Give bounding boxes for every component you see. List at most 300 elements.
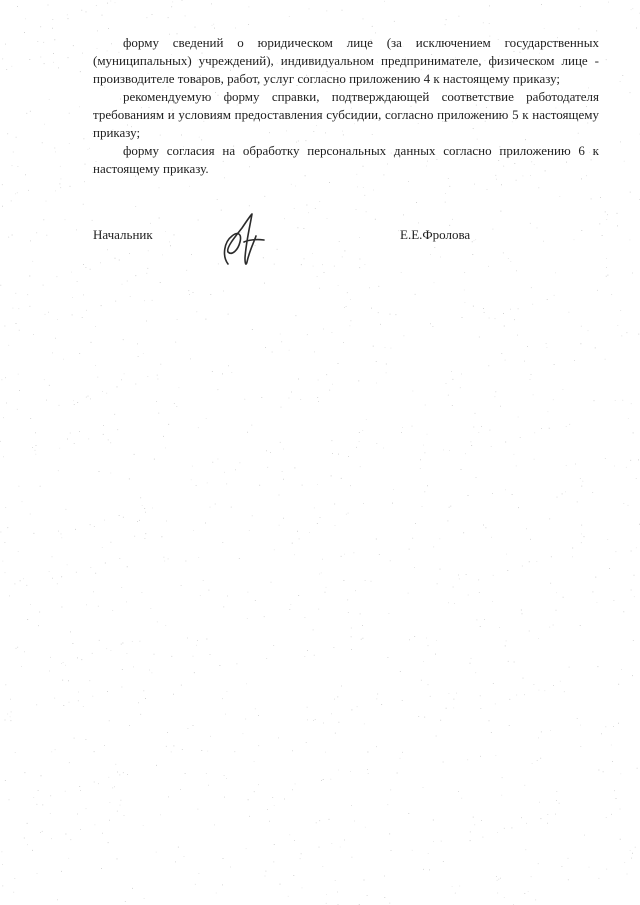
noise-dot bbox=[123, 643, 124, 644]
noise-dot bbox=[86, 739, 87, 740]
noise-dot bbox=[589, 867, 590, 868]
noise-dot bbox=[167, 732, 168, 733]
noise-dot bbox=[37, 873, 38, 874]
noise-dot bbox=[621, 669, 622, 670]
noise-dot bbox=[486, 527, 487, 528]
noise-dot bbox=[318, 609, 319, 610]
noise-dot bbox=[65, 791, 66, 792]
noise-dot bbox=[451, 371, 452, 372]
noise-dot bbox=[110, 802, 111, 803]
paragraph-appendix-6: форму согласия на обработку персональных данных согласно приложению 6 к настоящему приказу. bbox=[93, 143, 599, 176]
noise-dot bbox=[581, 230, 582, 231]
noise-dot bbox=[248, 592, 249, 593]
noise-dot bbox=[77, 281, 78, 282]
noise-dot bbox=[298, 379, 299, 380]
noise-dot bbox=[334, 647, 335, 648]
noise-dot bbox=[104, 745, 105, 746]
noise-dot bbox=[554, 364, 555, 365]
noise-dot bbox=[566, 426, 567, 427]
noise-dot bbox=[95, 824, 96, 825]
noise-dot bbox=[581, 179, 582, 180]
noise-dot bbox=[30, 418, 31, 419]
noise-dot bbox=[608, 275, 609, 276]
noise-dot bbox=[623, 503, 624, 504]
noise-dot bbox=[81, 10, 82, 11]
noise-dot bbox=[422, 506, 423, 507]
noise-dot bbox=[237, 663, 238, 664]
noise-dot bbox=[534, 459, 535, 460]
noise-dot bbox=[69, 113, 70, 114]
noise-dot bbox=[33, 797, 34, 798]
noise-dot bbox=[105, 563, 106, 564]
noise-dot bbox=[279, 525, 280, 526]
noise-dot bbox=[359, 432, 360, 433]
noise-dot bbox=[631, 9, 632, 10]
noise-dot bbox=[568, 879, 569, 880]
noise-dot bbox=[186, 561, 187, 562]
noise-dot bbox=[266, 450, 267, 451]
noise-dot bbox=[235, 469, 236, 470]
noise-dot bbox=[483, 308, 484, 309]
noise-dot bbox=[620, 773, 621, 774]
noise-dot bbox=[390, 790, 391, 791]
noise-dot bbox=[27, 823, 28, 824]
noise-dot bbox=[529, 631, 530, 632]
noise-dot bbox=[488, 365, 489, 366]
noise-dot bbox=[350, 325, 351, 326]
noise-dot bbox=[83, 264, 84, 265]
noise-dot bbox=[79, 786, 80, 787]
noise-dot bbox=[477, 620, 478, 621]
noise-dot bbox=[428, 853, 429, 854]
noise-dot bbox=[443, 762, 444, 763]
noise-dot bbox=[454, 603, 455, 604]
noise-dot bbox=[468, 595, 469, 596]
noise-dot bbox=[73, 400, 74, 401]
noise-dot bbox=[94, 751, 95, 752]
noise-dot bbox=[622, 75, 623, 76]
noise-dot bbox=[396, 314, 397, 315]
noise-dot bbox=[319, 201, 320, 202]
noise-dot bbox=[259, 485, 260, 486]
noise-dot bbox=[168, 424, 169, 425]
noise-dot bbox=[454, 699, 455, 700]
noise-dot bbox=[295, 468, 296, 469]
noise-dot bbox=[216, 893, 217, 894]
noise-dot bbox=[43, 42, 44, 43]
noise-dot bbox=[140, 641, 141, 642]
noise-dot bbox=[559, 196, 560, 197]
noise-dot bbox=[450, 506, 451, 507]
noise-dot bbox=[108, 440, 109, 441]
noise-dot bbox=[448, 602, 449, 603]
noise-dot bbox=[577, 718, 578, 719]
noise-dot bbox=[65, 665, 66, 666]
noise-dot bbox=[218, 459, 219, 460]
noise-dot bbox=[581, 525, 582, 526]
noise-dot bbox=[346, 514, 347, 515]
noise-dot bbox=[83, 295, 84, 296]
noise-dot bbox=[564, 691, 565, 692]
noise-dot bbox=[601, 733, 602, 734]
noise-dot bbox=[606, 258, 607, 259]
noise-dot bbox=[568, 858, 569, 859]
noise-dot bbox=[7, 133, 8, 134]
noise-dot bbox=[631, 590, 632, 591]
noise-dot bbox=[114, 786, 115, 787]
noise-dot bbox=[412, 538, 413, 539]
noise-dot bbox=[48, 5, 49, 6]
noise-dot bbox=[36, 232, 37, 233]
noise-dot bbox=[501, 353, 502, 354]
noise-dot bbox=[367, 769, 368, 770]
noise-dot bbox=[637, 768, 638, 769]
noise-dot bbox=[341, 478, 342, 479]
noise-dot bbox=[86, 12, 87, 13]
noise-dot bbox=[569, 312, 570, 313]
noise-dot bbox=[347, 600, 348, 601]
noise-dot bbox=[307, 720, 308, 721]
noise-dot bbox=[501, 211, 502, 212]
noise-dot bbox=[124, 373, 125, 374]
noise-dot bbox=[365, 264, 366, 265]
noise-dot bbox=[484, 312, 485, 313]
noise-dot bbox=[6, 69, 7, 70]
noise-dot bbox=[72, 315, 73, 316]
noise-dot bbox=[478, 432, 479, 433]
noise-dot bbox=[364, 724, 365, 725]
noise-dot bbox=[363, 503, 364, 504]
noise-dot bbox=[327, 218, 328, 219]
noise-dot bbox=[376, 383, 377, 384]
noise-dot bbox=[448, 395, 449, 396]
noise-dot bbox=[453, 708, 454, 709]
noise-dot bbox=[369, 287, 370, 288]
noise-dot bbox=[612, 761, 613, 762]
noise-dot bbox=[228, 314, 229, 315]
noise-dot bbox=[553, 399, 554, 400]
noise-dot bbox=[170, 245, 171, 246]
noise-dot bbox=[147, 17, 148, 18]
noise-dot bbox=[156, 852, 157, 853]
noise-dot bbox=[550, 583, 551, 584]
noise-dot bbox=[473, 817, 474, 818]
noise-dot bbox=[475, 413, 476, 414]
noise-dot bbox=[186, 270, 187, 271]
noise-dot bbox=[423, 787, 424, 788]
noise-dot bbox=[86, 310, 87, 311]
noise-dot bbox=[165, 625, 166, 626]
noise-dot bbox=[86, 604, 87, 605]
noise-dot bbox=[54, 39, 55, 40]
noise-dot bbox=[165, 448, 166, 449]
noise-dot bbox=[168, 17, 169, 18]
noise-dot bbox=[272, 352, 273, 353]
noise-dot bbox=[541, 732, 542, 733]
noise-dot bbox=[249, 7, 250, 8]
noise-dot bbox=[445, 193, 446, 194]
noise-dot bbox=[443, 861, 444, 862]
noise-dot bbox=[582, 481, 583, 482]
noise-dot bbox=[371, 581, 372, 582]
noise-dot bbox=[49, 571, 50, 572]
noise-dot bbox=[471, 658, 472, 659]
noise-dot bbox=[35, 450, 36, 451]
noise-dot bbox=[2, 851, 3, 852]
noise-dot bbox=[355, 590, 356, 591]
noise-dot bbox=[121, 800, 122, 801]
noise-dot bbox=[446, 708, 447, 709]
noise-dot bbox=[24, 32, 25, 33]
noise-dot bbox=[363, 638, 364, 639]
noise-dot bbox=[126, 602, 127, 603]
noise-dot bbox=[415, 294, 416, 295]
noise-dot bbox=[480, 626, 481, 627]
noise-dot bbox=[101, 305, 102, 306]
noise-dot bbox=[19, 486, 20, 487]
noise-dot bbox=[289, 350, 290, 351]
noise-dot bbox=[380, 324, 381, 325]
noise-dot bbox=[390, 314, 391, 315]
noise-dot bbox=[211, 4, 212, 5]
noise-dot bbox=[364, 195, 365, 196]
noise-dot bbox=[258, 784, 259, 785]
noise-dot bbox=[412, 850, 413, 851]
noise-dot bbox=[611, 814, 612, 815]
noise-dot bbox=[323, 329, 324, 330]
noise-dot bbox=[24, 651, 25, 652]
noise-dot bbox=[390, 560, 391, 561]
noise-dot bbox=[292, 543, 293, 544]
noise-dot bbox=[504, 897, 505, 898]
noise-dot bbox=[264, 283, 265, 284]
noise-dot bbox=[480, 708, 481, 709]
noise-dot bbox=[281, 341, 282, 342]
noise-dot bbox=[206, 319, 207, 320]
noise-dot bbox=[42, 831, 43, 832]
noise-dot bbox=[129, 725, 130, 726]
noise-dot bbox=[222, 698, 223, 699]
noise-dot bbox=[19, 390, 20, 391]
noise-dot bbox=[525, 849, 526, 850]
noise-dot bbox=[292, 789, 293, 790]
noise-dot bbox=[584, 835, 585, 836]
noise-dot bbox=[627, 332, 628, 333]
noise-dot bbox=[624, 161, 625, 162]
noise-dot bbox=[475, 672, 476, 673]
noise-dot bbox=[631, 403, 632, 404]
noise-dot bbox=[634, 596, 635, 597]
noise-dot bbox=[193, 656, 194, 657]
noise-dot bbox=[630, 92, 631, 93]
noise-dot bbox=[335, 733, 336, 734]
noise-dot bbox=[522, 566, 523, 567]
noise-dot bbox=[5, 684, 6, 685]
noise-dot bbox=[84, 138, 85, 139]
noise-dot bbox=[360, 259, 361, 260]
noise-dot bbox=[412, 426, 413, 427]
noise-dot bbox=[518, 308, 519, 309]
noise-dot bbox=[315, 719, 316, 720]
noise-dot bbox=[524, 785, 525, 786]
noise-dot bbox=[109, 720, 110, 721]
noise-dot bbox=[20, 580, 21, 581]
noise-dot bbox=[180, 789, 181, 790]
noise-dot bbox=[86, 267, 87, 268]
noise-dot bbox=[2, 561, 3, 562]
noise-dot bbox=[321, 780, 322, 781]
noise-dot bbox=[618, 723, 619, 724]
noise-dot bbox=[599, 878, 600, 879]
noise-dot bbox=[344, 307, 345, 308]
noise-dot bbox=[497, 893, 498, 894]
noise-dot bbox=[72, 297, 73, 298]
noise-dot bbox=[1, 532, 2, 533]
noise-dot bbox=[606, 59, 607, 60]
noise-dot bbox=[289, 834, 290, 835]
noise-dot bbox=[94, 782, 95, 783]
noise-dot bbox=[154, 654, 155, 655]
noise-dot bbox=[416, 202, 417, 203]
noise-dot bbox=[483, 837, 484, 838]
noise-dot bbox=[483, 22, 484, 23]
noise-dot bbox=[99, 471, 100, 472]
noise-dot bbox=[139, 520, 140, 521]
noise-dot bbox=[24, 838, 25, 839]
noise-dot bbox=[616, 798, 617, 799]
noise-dot bbox=[483, 525, 484, 526]
noise-dot bbox=[8, 237, 9, 238]
noise-dot bbox=[493, 229, 494, 230]
noise-dot bbox=[61, 576, 62, 577]
noise-dot bbox=[566, 465, 567, 466]
noise-dot bbox=[70, 433, 71, 434]
noise-dot bbox=[622, 400, 623, 401]
noise-dot bbox=[325, 752, 326, 753]
noise-dot bbox=[175, 342, 176, 343]
noise-dot bbox=[493, 575, 494, 576]
noise-dot bbox=[514, 662, 515, 663]
noise-dot bbox=[189, 186, 190, 187]
noise-dot bbox=[129, 479, 130, 480]
noise-dot bbox=[323, 723, 324, 724]
noise-dot bbox=[547, 823, 548, 824]
noise-dot bbox=[33, 334, 34, 335]
noise-dot bbox=[222, 885, 223, 886]
noise-dot bbox=[445, 24, 446, 25]
noise-dot bbox=[130, 296, 131, 297]
noise-dot bbox=[543, 241, 544, 242]
noise-dot bbox=[363, 187, 364, 188]
noise-dot bbox=[43, 285, 44, 286]
noise-dot bbox=[249, 816, 250, 817]
noise-dot bbox=[495, 755, 496, 756]
noise-dot bbox=[424, 717, 425, 718]
noise-dot bbox=[63, 705, 64, 706]
noise-dot bbox=[325, 592, 326, 593]
noise-dot bbox=[492, 493, 493, 494]
noise-dot bbox=[475, 239, 476, 240]
noise-dot bbox=[134, 536, 135, 537]
noise-dot bbox=[210, 507, 211, 508]
noise-dot bbox=[117, 859, 118, 860]
noise-dot bbox=[368, 752, 369, 753]
noise-dot bbox=[334, 699, 335, 700]
noise-dot bbox=[227, 596, 228, 597]
noise-dot bbox=[337, 892, 338, 893]
noise-dot bbox=[503, 313, 504, 314]
noise-dot bbox=[67, 14, 68, 15]
body-text bbox=[93, 34, 599, 178]
noise-dot bbox=[346, 306, 347, 307]
noise-dot bbox=[95, 573, 96, 574]
noise-dot bbox=[424, 491, 425, 492]
noise-dot bbox=[376, 443, 377, 444]
noise-dot bbox=[85, 164, 86, 165]
noise-dot bbox=[13, 152, 14, 153]
noise-dot bbox=[239, 558, 240, 559]
noise-dot bbox=[44, 124, 45, 125]
noise-dot bbox=[88, 396, 89, 397]
noise-dot bbox=[171, 656, 172, 657]
noise-dot bbox=[506, 641, 507, 642]
noise-dot bbox=[207, 483, 208, 484]
noise-dot bbox=[99, 640, 100, 641]
noise-dot bbox=[465, 453, 466, 454]
noise-dot bbox=[539, 690, 540, 691]
noise-dot bbox=[71, 272, 72, 273]
noise-dot bbox=[125, 901, 126, 902]
noise-dot bbox=[70, 186, 71, 187]
noise-dot bbox=[289, 16, 290, 17]
noise-dot bbox=[27, 619, 28, 620]
noise-dot bbox=[25, 18, 26, 19]
noise-dot bbox=[398, 230, 399, 231]
noise-dot bbox=[408, 593, 409, 594]
noise-dot bbox=[212, 371, 213, 372]
noise-dot bbox=[348, 456, 349, 457]
noise-dot bbox=[499, 627, 500, 628]
noise-dot bbox=[150, 223, 151, 224]
noise-dot bbox=[210, 736, 211, 737]
noise-dot bbox=[466, 574, 467, 575]
noise-dot bbox=[581, 534, 582, 535]
noise-dot bbox=[283, 518, 284, 519]
noise-dot bbox=[634, 575, 635, 576]
noise-dot bbox=[430, 696, 431, 697]
noise-dot bbox=[628, 505, 629, 506]
noise-dot bbox=[423, 445, 424, 446]
noise-dot bbox=[453, 379, 454, 380]
noise-dot bbox=[143, 690, 144, 691]
noise-dot bbox=[425, 452, 426, 453]
noise-dot bbox=[376, 699, 377, 700]
noise-dot bbox=[95, 365, 96, 366]
noise-dot bbox=[546, 343, 547, 344]
noise-dot bbox=[145, 512, 146, 513]
noise-dot bbox=[401, 272, 402, 273]
noise-dot bbox=[78, 692, 79, 693]
noise-dot bbox=[434, 247, 435, 248]
noise-dot bbox=[420, 459, 421, 460]
noise-dot bbox=[461, 798, 462, 799]
noise-dot bbox=[580, 6, 581, 7]
noise-dot bbox=[632, 853, 633, 854]
noise-dot bbox=[194, 672, 195, 673]
noise-dot bbox=[44, 379, 45, 380]
noise-dot bbox=[249, 530, 250, 531]
noise-dot bbox=[26, 113, 27, 114]
